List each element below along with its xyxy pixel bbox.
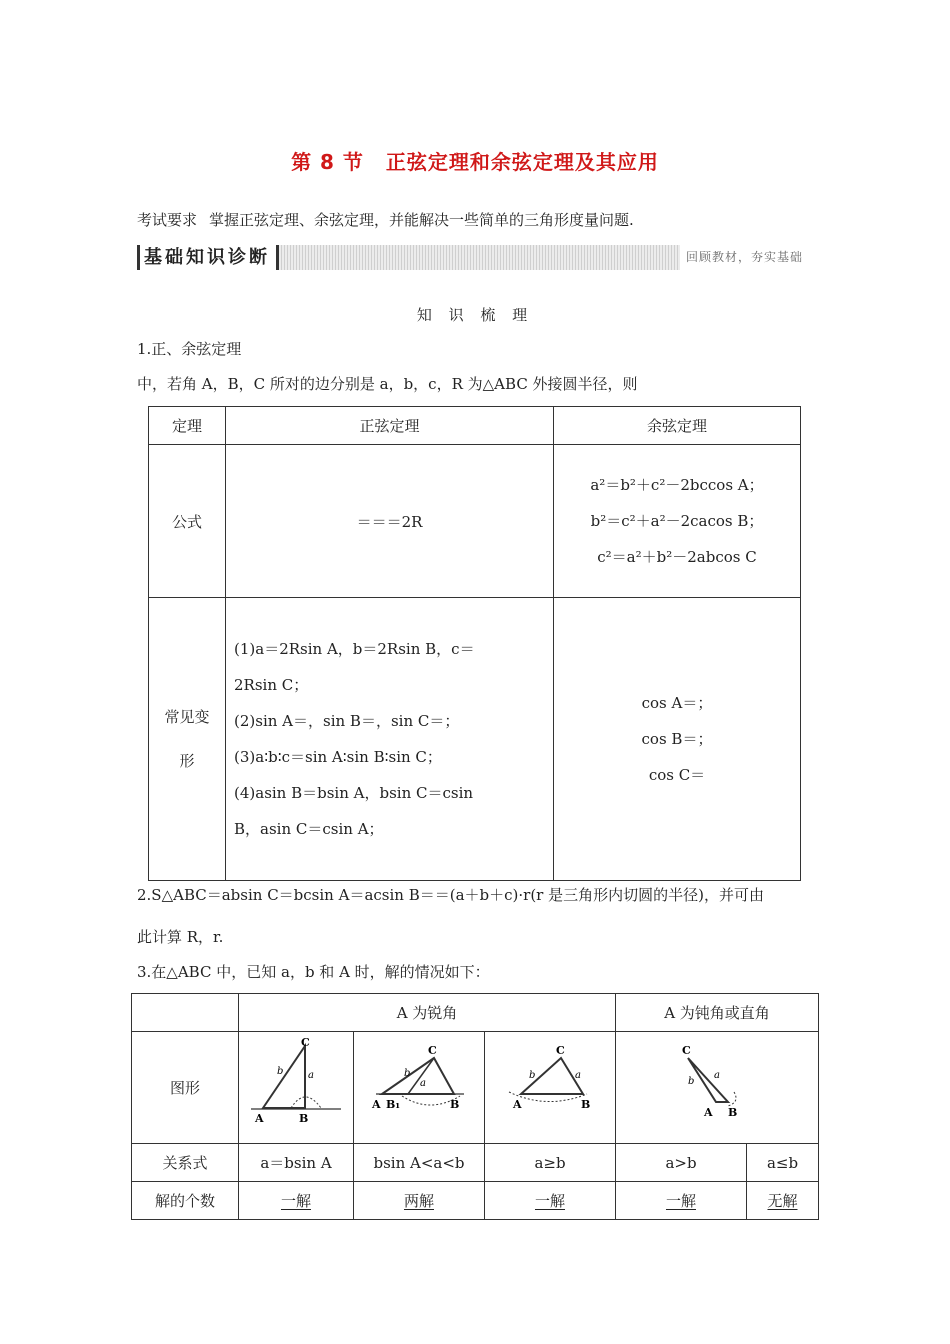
label-A: A — [255, 1111, 264, 1125]
section-number: 第 8 节 — [291, 150, 364, 174]
label-a: a — [308, 1069, 314, 1081]
relation-4: a>b — [616, 1144, 747, 1182]
label-B4: B — [728, 1105, 738, 1119]
cosine-formulas — [554, 445, 801, 598]
label-B2: B — [450, 1097, 460, 1111]
relation-1: a＝bsin A — [239, 1144, 354, 1182]
sine-variants — [226, 598, 554, 881]
section-heading: 正弦定理和余弦定理及其应用 — [385, 150, 659, 174]
section-banner — [137, 245, 809, 270]
label-b: b — [277, 1065, 284, 1077]
triangle-one-solution-figure — [495, 1036, 605, 1136]
item1-intro: 中，若角 A，B，C 所对的边分别是 a，b，c，R 为△ABC 外接圆半径，则 — [137, 375, 638, 393]
row-label-count: 解的个数 — [132, 1182, 239, 1220]
row-label-formula: 公式 — [149, 445, 226, 598]
label-A3: A — [513, 1097, 522, 1111]
sine-variant-1b: 2Rsin C； — [234, 676, 309, 694]
cos-formula-c: c²＝a²＋b²－2abcos C — [597, 548, 757, 566]
sine-variant-3: (3)a∶b∶c＝sin A∶sin B∶sin C； — [234, 748, 442, 766]
row-label-relation: 关系式 — [132, 1144, 239, 1182]
label-a3: a — [575, 1069, 581, 1081]
sine-variant-1a: (1)a＝2Rsin A，b＝2Rsin B，c＝ — [234, 640, 475, 658]
page-title — [0, 146, 950, 175]
sine-variant-4b: B，asin C＝csin A； — [234, 820, 384, 838]
variant-label-line1: 常见变 — [164, 708, 210, 726]
label-C4: C — [682, 1043, 691, 1057]
figure-case-4 — [616, 1032, 819, 1144]
count-5: 无解 — [767, 1192, 798, 1210]
cos-variant-c: cos C＝ — [648, 766, 706, 784]
label-C: C — [301, 1035, 310, 1049]
label-B3: B — [581, 1097, 591, 1111]
label-a4: a — [714, 1069, 720, 1081]
row-label-figure: 图形 — [132, 1032, 239, 1144]
cos-variant-b: cos B＝； — [641, 730, 713, 748]
exam-requirement — [137, 209, 634, 230]
item3-heading: 3.在△ABC 中，已知 a，b 和 A 时，解的情况如下： — [137, 963, 490, 981]
label-C2: C — [428, 1043, 437, 1057]
knowledge-title: 知 识 梳 理 — [416, 306, 534, 324]
label-b2: b — [404, 1067, 411, 1079]
requirement-text: 掌握正弦定理、余弦定理，并能解决一些简单的三角形度量问题. — [209, 211, 634, 229]
variant-label-line2: 形 — [179, 752, 195, 770]
cos-variant-a: cos A＝； — [641, 694, 713, 712]
count-1: 一解 — [280, 1192, 311, 1210]
header-sine: 正弦定理 — [226, 407, 554, 445]
label-B: B — [299, 1111, 309, 1125]
triangle-right-figure — [241, 1036, 351, 1136]
cos-formula-b: b²＝c²＋a²－2cacos B； — [590, 512, 764, 530]
figure-case-2 — [354, 1032, 485, 1144]
label-b4: b — [688, 1075, 695, 1087]
label-C3: C — [556, 1043, 565, 1057]
figure-case-1 — [239, 1032, 354, 1144]
requirement-label: 考试要求 — [137, 211, 198, 229]
triangle-two-solutions-figure — [364, 1036, 474, 1136]
relation-5: a≤b — [747, 1144, 819, 1182]
sine-variant-4a: (4)asin B＝bsin A，bsin C＝csin — [234, 784, 474, 802]
theorem-table — [148, 406, 801, 881]
label-B1: B₁ — [386, 1097, 401, 1111]
item2-line2: 此计算 R，r. — [137, 928, 224, 946]
relation-2: bsin A<a<b — [354, 1144, 485, 1182]
banner-subtitle: 回顾教材，夯实基础 — [680, 245, 809, 270]
label-A2: A — [372, 1097, 381, 1111]
label-b3: b — [529, 1069, 536, 1081]
figure-case-3 — [485, 1032, 616, 1144]
group-obtuse: A 为钝角或直角 — [616, 994, 819, 1032]
relation-3: a≥b — [485, 1144, 616, 1182]
item1-heading: 1.正、余弦定理 — [137, 340, 242, 358]
sine-variant-2: (2)sin A＝，sin B＝，sin C＝； — [234, 712, 460, 730]
group-acute: A 为锐角 — [239, 994, 616, 1032]
cosine-variants — [554, 598, 801, 881]
label-A4: A — [704, 1105, 713, 1119]
count-2: 两解 — [403, 1192, 434, 1210]
corner-cell — [132, 994, 239, 1032]
banner-label: 基础知识诊断 — [137, 245, 279, 270]
solution-cases-table — [131, 993, 819, 1220]
triangle-obtuse-figure — [662, 1036, 772, 1136]
header-cosine: 余弦定理 — [554, 407, 801, 445]
sine-formula: ＝＝＝2R — [226, 445, 554, 598]
header-theorem: 定理 — [149, 407, 226, 445]
label-a2: a — [420, 1077, 426, 1089]
count-4: 一解 — [665, 1192, 696, 1210]
cos-formula-a: a²＝b²＋c²－2bccos A； — [590, 476, 764, 494]
row-label-variants — [149, 598, 226, 881]
count-3: 一解 — [534, 1192, 565, 1210]
item2-line1: 2.S△ABC＝absin C＝bcsin A＝acsin B＝＝(a＋b＋c)·r(r 是三角形内切圆的半径)，并可由 — [137, 886, 764, 904]
